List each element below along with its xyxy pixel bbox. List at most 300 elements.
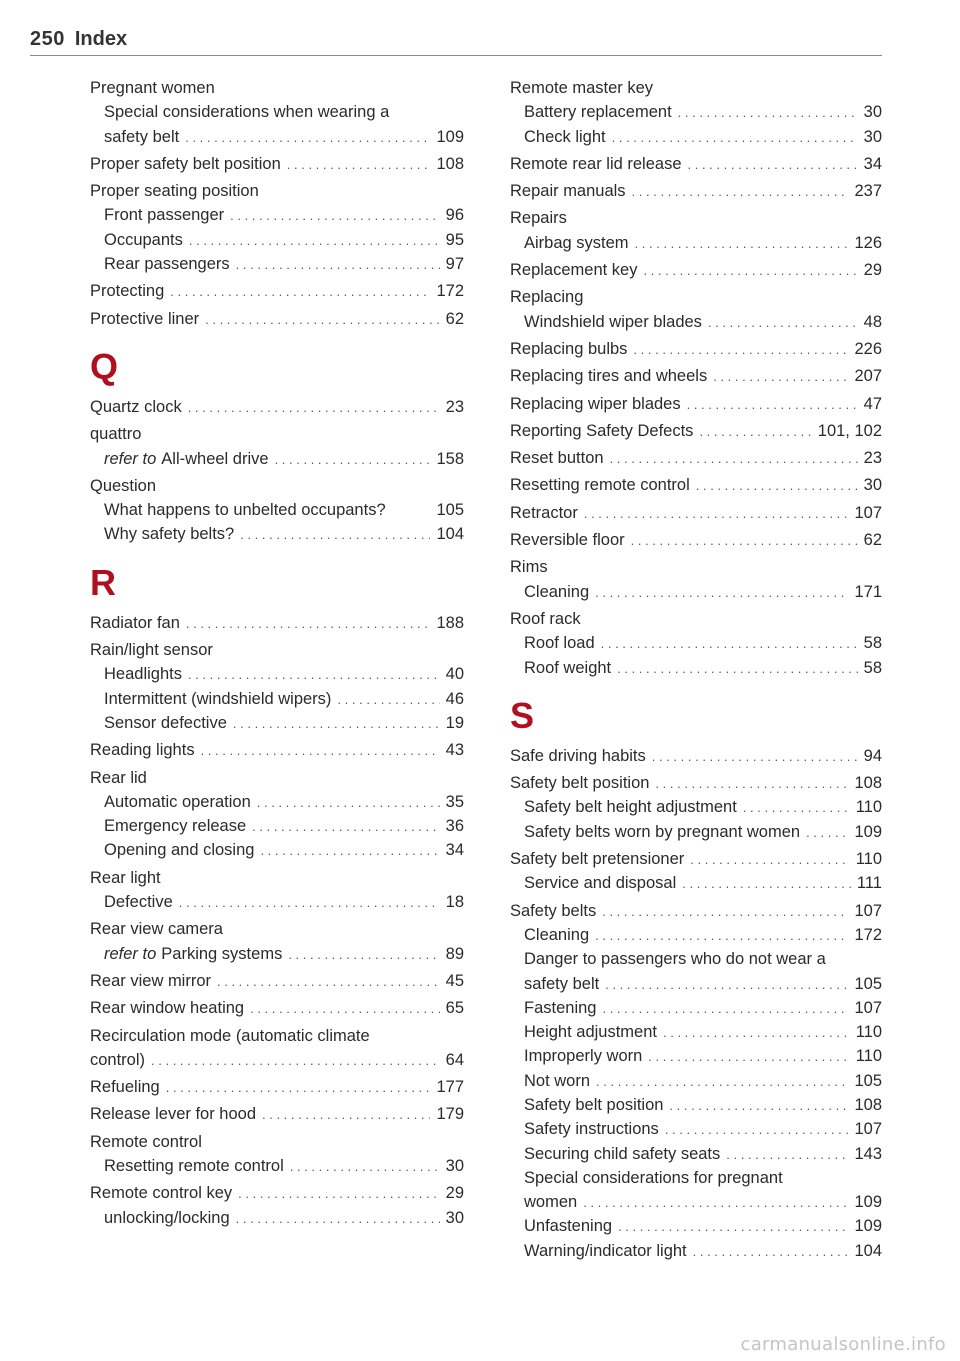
entry-label: Quartz clock: [90, 397, 182, 416]
entry-label: Cleaning: [524, 925, 590, 944]
entry-label: Roof load: [524, 634, 595, 653]
dot-leader: [655, 772, 848, 796]
entry-label: Safety belt position: [524, 1095, 664, 1114]
entry-term: [524, 947, 826, 971]
entry-term: [90, 738, 195, 762]
index-subentry: [90, 252, 464, 276]
page-reference: 107: [854, 1120, 882, 1139]
entry-term: [524, 231, 629, 255]
dot-leader: [631, 529, 858, 553]
index-subentry: [90, 838, 464, 862]
entry-term: [104, 890, 173, 914]
entry-term: [524, 1214, 612, 1238]
entry-term: [510, 771, 649, 795]
entry-term: [524, 820, 800, 844]
entry-label: Remote rear lid release: [510, 154, 682, 173]
entry-term: [510, 847, 684, 871]
index-entry: [90, 179, 464, 203]
page-reference: 207: [854, 367, 882, 386]
index-entry: [90, 422, 464, 446]
entry-term: [104, 662, 182, 686]
index-entry: [90, 395, 464, 419]
index-subentry: [510, 996, 882, 1020]
index-subentry: [90, 942, 464, 966]
entry-term: [90, 279, 164, 303]
page-reference: 34: [863, 154, 882, 173]
entry-term: [524, 1239, 687, 1263]
page-reference: 95: [445, 230, 464, 249]
entry-label: Reset button: [510, 449, 604, 468]
entry-term: [90, 1130, 202, 1154]
index-subentry: [510, 947, 882, 971]
index-entry: [510, 899, 882, 923]
index-subentry: [90, 890, 464, 914]
page-reference: 111: [856, 874, 882, 893]
entry-label: Replacement key: [510, 261, 638, 280]
index-entry: [90, 1048, 464, 1072]
dot-leader: [633, 338, 848, 362]
index-entry: [90, 76, 464, 100]
section-letter: S: [510, 694, 535, 736]
entry-label: Remote master key: [510, 79, 654, 97]
dot-leader: [230, 204, 439, 228]
entry-term: [104, 687, 331, 711]
entry-term: [524, 972, 599, 996]
dot-leader: [618, 1215, 848, 1239]
entry-term: [524, 795, 737, 819]
index-subentry: [90, 498, 464, 522]
page-reference: 107: [854, 503, 882, 522]
page-header: [30, 26, 882, 56]
page-reference: 105: [854, 974, 882, 993]
entry-term: [104, 447, 269, 471]
page-reference: 179: [436, 1105, 464, 1124]
entry-term: [104, 1154, 284, 1178]
entry-label: Rain/light sensor: [90, 641, 213, 660]
index-entry: [90, 152, 464, 176]
index-entry: [90, 738, 464, 762]
entry-label: Proper seating position: [90, 182, 259, 201]
dot-leader: [687, 393, 858, 417]
entry-term: [510, 392, 681, 416]
entry-label: Reversible floor: [510, 531, 625, 550]
index-entry: [510, 446, 882, 470]
page-reference: 45: [445, 971, 464, 990]
entry-term: [104, 942, 282, 966]
entry-label: Roof rack: [510, 609, 581, 628]
entry-term: [524, 871, 676, 895]
entry-term: [90, 395, 182, 419]
page-reference: 30: [445, 1208, 464, 1227]
page-reference: 110: [855, 850, 882, 869]
entry-term: [90, 1075, 160, 1099]
entry-label: Opening and closing: [104, 841, 255, 860]
entry-term: [104, 711, 227, 735]
index-entry: [510, 771, 882, 795]
entry-label: Sensor defective: [104, 713, 227, 732]
entry-term: [104, 100, 389, 124]
dot-leader: [699, 420, 811, 444]
dot-leader: [635, 232, 849, 256]
entry-label: Safe driving habits: [510, 746, 646, 765]
entry-label: safety belt: [524, 974, 600, 993]
entry-label: All-wheel drive: [161, 449, 269, 468]
index-entry: [90, 611, 464, 635]
page-reference: 30: [863, 476, 882, 495]
entry-label: control): [90, 1050, 146, 1069]
page-reference: 46: [445, 689, 464, 708]
page-reference: 43: [445, 741, 464, 760]
page-reference: 172: [854, 925, 882, 944]
dot-leader: [240, 523, 430, 547]
page-reference: 126: [854, 233, 882, 252]
index-entry: [90, 1102, 464, 1126]
entry-label: Rear view camera: [90, 920, 223, 939]
entry-label: Check light: [524, 127, 606, 146]
index-entry: [510, 528, 882, 552]
page-reference: 89: [445, 944, 464, 963]
dot-leader: [189, 229, 440, 253]
dot-leader: [287, 153, 431, 177]
entry-term: [90, 422, 141, 446]
entry-label: Refueling: [90, 1078, 160, 1097]
dot-leader: [605, 973, 848, 997]
index-entry: [90, 996, 464, 1020]
entry-term: [104, 228, 183, 252]
entry-term: [524, 1117, 659, 1141]
dot-leader: [233, 712, 440, 736]
page-reference: 29: [445, 1184, 464, 1203]
page-reference: 109: [854, 822, 882, 841]
entry-label: Airbag system: [524, 233, 629, 252]
entry-term: [90, 766, 147, 790]
index-subentry: [510, 871, 882, 895]
entry-label: What happens to unbelted occupants?: [104, 501, 386, 520]
dot-leader: [610, 447, 858, 471]
page-reference: 36: [445, 817, 464, 836]
page-reference: 62: [445, 309, 464, 328]
page-reference: 177: [436, 1078, 464, 1097]
entry-term: [524, 1044, 642, 1068]
entry-label: Safety belt pretensioner: [510, 850, 685, 869]
entry-term: [104, 125, 179, 149]
dot-leader: [236, 1207, 440, 1231]
entry-label: Protective liner: [90, 309, 200, 328]
index-subentry: [90, 687, 464, 711]
index-entry: [90, 307, 464, 331]
dot-leader: [250, 997, 440, 1021]
entry-label: Front passenger: [104, 206, 225, 225]
entry-label: Safety belts: [510, 901, 597, 920]
index-column-left: [90, 76, 464, 1230]
index-subentry: [510, 795, 882, 819]
index-entry: [90, 1130, 464, 1154]
entry-label: Reporting Safety Defects: [510, 421, 694, 440]
index-subentry: [90, 447, 464, 471]
page-reference: 104: [854, 1241, 882, 1260]
entry-label: Resetting remote control: [510, 476, 690, 495]
page-reference: 29: [863, 261, 882, 280]
index-subentry: [510, 580, 882, 604]
entry-term: [524, 1069, 590, 1093]
index-subentry: [510, 1190, 882, 1214]
index-entry: [510, 179, 882, 203]
index-subentry: [510, 125, 882, 149]
entry-term: [104, 522, 234, 546]
index-entry: [510, 419, 882, 443]
index-subentry: [510, 656, 882, 680]
index-subentry: [90, 125, 464, 149]
index-subentry: [90, 228, 464, 252]
entry-label: Safety belt height adjustment: [524, 798, 737, 817]
entry-label: Occupants: [104, 230, 183, 249]
entry-label: Unfastening: [524, 1217, 613, 1236]
entry-term: [90, 917, 223, 941]
entry-label: Retractor: [510, 503, 578, 522]
section-letter: Q: [90, 345, 119, 387]
entry-term: [510, 501, 578, 525]
page-reference: 30: [445, 1156, 464, 1175]
entry-label: Parking systems: [161, 944, 283, 963]
index-entry: [90, 866, 464, 890]
dot-leader: [236, 253, 440, 277]
index-subentry: [510, 1020, 882, 1044]
entry-term: [510, 555, 548, 579]
dot-leader: [648, 1045, 849, 1069]
dot-leader: [612, 126, 858, 150]
entry-label: Service and disposal: [524, 874, 677, 893]
entry-label: Automatic operation: [104, 792, 251, 811]
entry-term: [524, 1190, 577, 1214]
index-subentry: [510, 1069, 882, 1093]
entry-label: Emergency release: [104, 817, 247, 836]
dot-leader: [690, 848, 849, 872]
entry-term: [524, 100, 672, 124]
dot-leader: [643, 259, 857, 283]
entry-term: [90, 1024, 370, 1048]
dot-leader: [583, 1191, 848, 1215]
page-reference: 110: [855, 1047, 882, 1066]
entry-term: [90, 969, 211, 993]
dot-leader: [806, 821, 848, 845]
index-entry: [510, 285, 882, 309]
entry-term: [524, 656, 611, 680]
entry-term: [90, 76, 215, 100]
entry-label: Headlights: [104, 665, 182, 684]
dot-leader: [205, 308, 440, 332]
index-subentry: [90, 522, 464, 546]
dot-leader: [186, 612, 431, 636]
page-reference: 97: [445, 255, 464, 274]
page-reference: 108: [436, 154, 464, 173]
index-subentry: [510, 1044, 882, 1068]
entry-term: [524, 125, 606, 149]
page-reference: 64: [445, 1050, 464, 1069]
page-reference: 23: [863, 449, 882, 468]
dot-leader: [257, 791, 440, 815]
entry-label: Special considerations when wearing a: [104, 103, 390, 122]
entry-label: safety belt: [104, 127, 180, 146]
page-reference: 158: [436, 449, 464, 468]
index-entry: [510, 555, 882, 579]
index-subentry: [510, 820, 882, 844]
entry-label: Height adjustment: [524, 1023, 657, 1042]
entry-label: women: [524, 1193, 578, 1212]
dot-leader: [188, 663, 440, 687]
index-subentry: [510, 1166, 882, 1190]
entry-label: Safety instructions: [524, 1120, 659, 1139]
dot-leader: [151, 1049, 440, 1073]
entry-label: Special considerations for pregnant: [524, 1168, 783, 1187]
dot-leader: [602, 900, 848, 924]
entry-term: [510, 206, 567, 230]
entry-term: [104, 1206, 230, 1230]
page-reference: 105: [854, 1071, 882, 1090]
page-reference: 107: [854, 901, 882, 920]
dot-leader: [584, 502, 849, 526]
dot-leader: [179, 891, 440, 915]
dot-leader: [185, 126, 430, 150]
entry-label: quattro: [90, 425, 142, 444]
index-entry: [510, 76, 882, 100]
entry-label: Proper safety belt position: [90, 154, 281, 173]
dot-leader: [652, 745, 858, 769]
entry-label: Resetting remote control: [104, 1156, 284, 1175]
page-reference: 58: [863, 634, 882, 653]
entry-label: Release lever for hood: [90, 1105, 257, 1124]
entry-label: Protecting: [90, 282, 165, 301]
dot-leader: [201, 739, 440, 763]
dot-leader: [217, 970, 440, 994]
page-reference: 171: [854, 582, 882, 601]
dot-leader: [595, 581, 848, 605]
entry-label: Reading lights: [90, 741, 195, 760]
entry-term: [524, 996, 596, 1020]
page-reference: 109: [854, 1193, 882, 1212]
page-reference: 143: [854, 1144, 882, 1163]
entry-term: [90, 179, 259, 203]
page-reference: 62: [863, 531, 882, 550]
entry-label: Securing child safety seats: [524, 1144, 721, 1163]
entry-term: [524, 1020, 657, 1044]
index-entry: [90, 279, 464, 303]
entry-label: Replacing wiper blades: [510, 394, 681, 413]
page-reference: 107: [854, 998, 882, 1017]
entry-label: Safety belts worn by pregnant women: [524, 822, 801, 841]
index-subentry: [90, 662, 464, 686]
index-subentry: [90, 711, 464, 735]
index-entry: [510, 364, 882, 388]
index-entry: [510, 258, 882, 282]
entry-label: Safety belt position: [510, 774, 650, 793]
cross-reference-prefix: refer to: [104, 944, 157, 963]
entry-term: [90, 1181, 232, 1205]
entry-term: [510, 607, 581, 631]
page-reference: 110: [855, 1023, 882, 1042]
page-reference: 30: [863, 127, 882, 146]
index-subentry: [510, 310, 882, 334]
page-reference: 94: [863, 746, 882, 765]
dot-leader: [617, 657, 858, 681]
page-title: Index: [74, 28, 128, 50]
entry-term: [510, 285, 583, 309]
index-subentry: [510, 631, 882, 655]
index-entry: [510, 392, 882, 416]
entry-label: Rear passengers: [104, 255, 230, 274]
page-reference: 96: [445, 206, 464, 225]
index-entry: [510, 206, 882, 230]
dot-leader: [708, 311, 858, 335]
page-reference: 226: [854, 339, 882, 358]
page-reference: 108: [854, 1095, 882, 1114]
entry-label: Pregnant women: [90, 79, 215, 97]
entry-term: [90, 1102, 256, 1126]
entry-label: Remote control key: [90, 1184, 233, 1203]
entry-label: Roof weight: [524, 658, 612, 677]
entry-term: [510, 419, 693, 443]
entry-label: Recirculation mode (automatic climate: [90, 1026, 370, 1045]
page-reference: 101, 102: [817, 421, 882, 440]
index-entry: [510, 152, 882, 176]
entry-label: Replacing: [510, 288, 584, 307]
dot-leader: [688, 153, 858, 177]
entry-term: [104, 814, 246, 838]
index-entry: [90, 638, 464, 662]
entry-term: [90, 866, 161, 890]
dot-leader: [663, 1021, 850, 1045]
entry-label: Cleaning: [524, 582, 590, 601]
dot-leader: [170, 280, 430, 304]
section-letter: R: [90, 561, 116, 603]
index-subentry: [90, 203, 464, 227]
entry-label: Improperly worn: [524, 1047, 643, 1066]
entry-term: [104, 252, 230, 276]
index-entry: [90, 969, 464, 993]
index-column-right: [510, 76, 882, 1263]
entry-label: Warning/indicator light: [524, 1241, 687, 1260]
dot-leader: [682, 872, 851, 896]
dot-leader: [632, 180, 849, 204]
entry-label: Intermittent (windshield wipers): [104, 689, 332, 708]
entry-term: [510, 76, 653, 100]
page-reference: 23: [445, 397, 464, 416]
entry-term: [510, 337, 627, 361]
dot-leader: [275, 448, 431, 472]
dot-leader: [262, 1103, 430, 1127]
entry-term: [104, 203, 224, 227]
entry-term: [104, 498, 386, 522]
entry-label: Replacing bulbs: [510, 339, 628, 358]
index-subentry: [510, 972, 882, 996]
entry-label: Question: [90, 476, 157, 495]
index-subentry: [510, 1117, 882, 1141]
page-reference: 19: [445, 713, 464, 732]
index-entry: [510, 473, 882, 497]
entry-term: [104, 790, 251, 814]
cross-reference-prefix: refer to: [104, 449, 157, 468]
entry-term: [510, 179, 626, 203]
entry-label: Battery replacement: [524, 103, 672, 122]
page-reference: 30: [863, 103, 882, 122]
page-reference: 48: [863, 312, 882, 331]
dot-leader: [260, 839, 439, 863]
dot-leader: [602, 997, 848, 1021]
index-subentry: [510, 923, 882, 947]
page-reference: 18: [445, 893, 464, 912]
index-entry: [510, 847, 882, 871]
index-subentry: [510, 231, 882, 255]
entry-label: Defective: [104, 893, 173, 912]
